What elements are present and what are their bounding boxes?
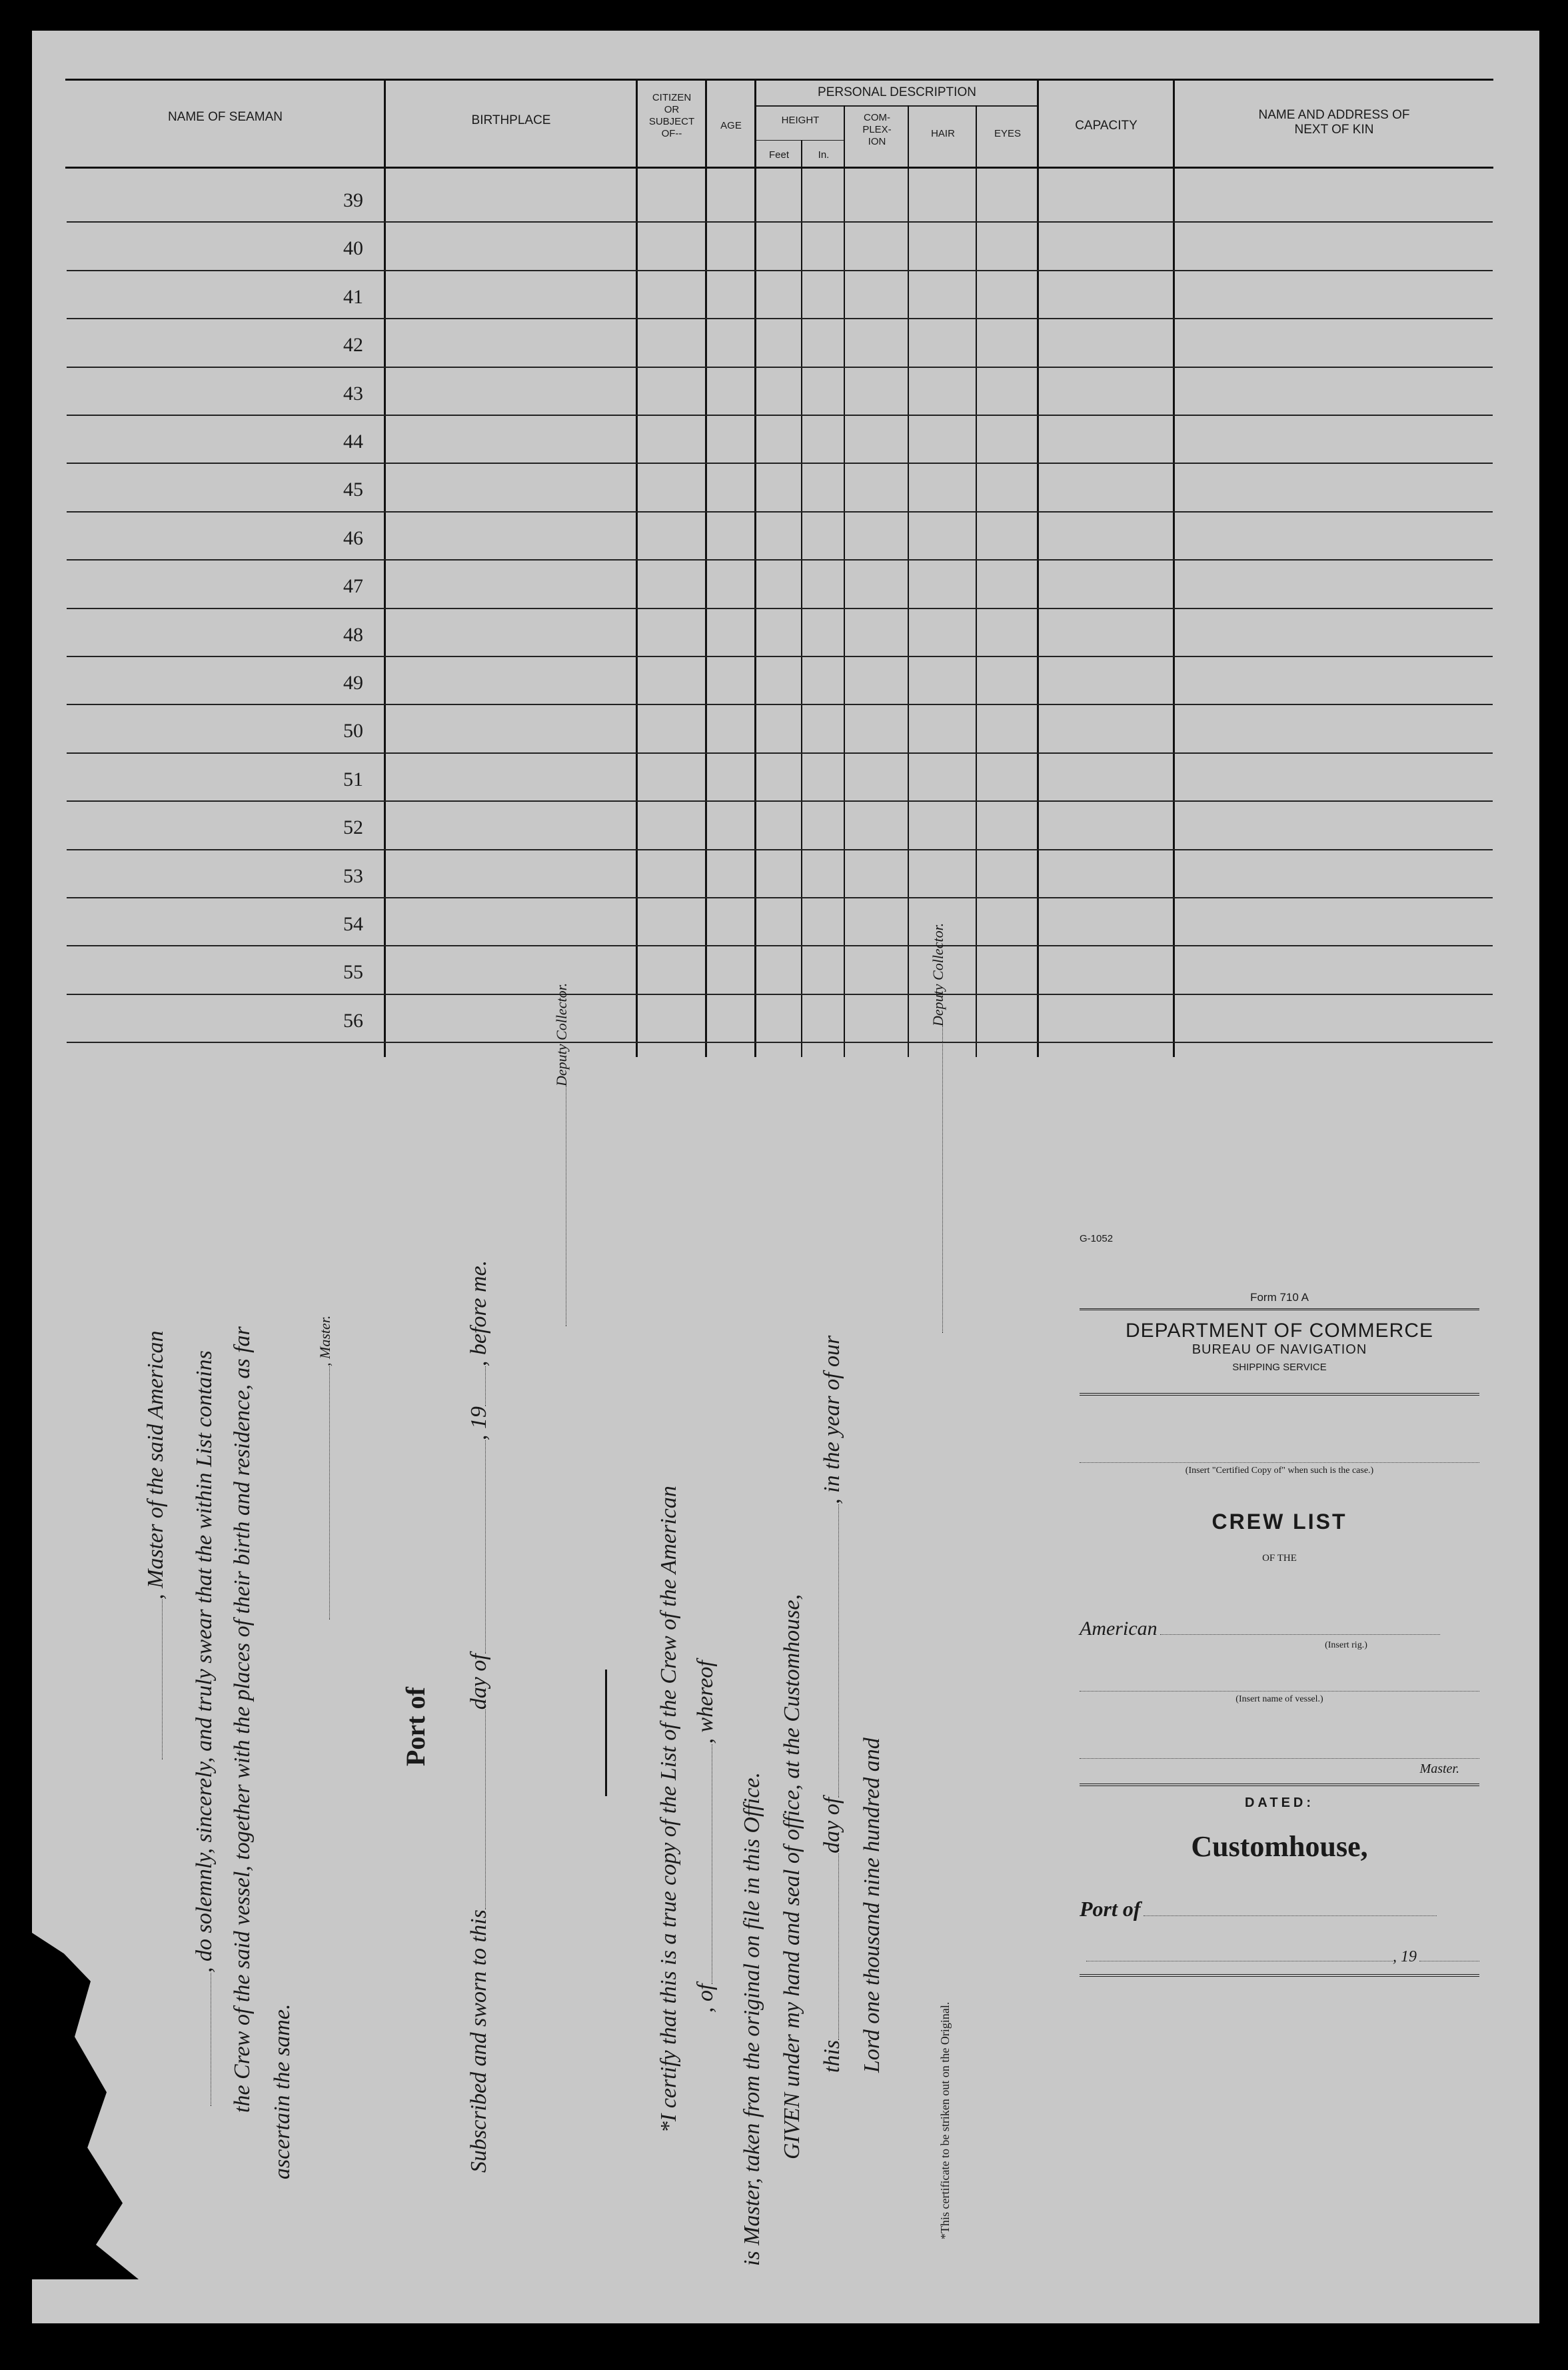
- header-name-of-seaman: NAME OF SEAMAN: [167, 110, 283, 124]
- certificate-of-whereof: [693, 1660, 718, 2013]
- header-capacity: CAPACITY: [1075, 119, 1138, 133]
- certificate-line-1-text: *I certify that this is a true copy of the List of the Crew of the American: [656, 1486, 681, 2133]
- cover-master: Master.: [1419, 1762, 1459, 1776]
- header-age: AGE: [720, 120, 742, 131]
- deputy-collector-2: [930, 923, 947, 1333]
- row-rule: [67, 559, 1493, 561]
- oath-master-text: , Master.: [317, 1315, 333, 1366]
- insert-certified-note: (Insert "Certified Copy of" when such is the case.): [1185, 1466, 1374, 1476]
- deputy-collector-1-text: Deputy Collector.: [553, 982, 570, 1086]
- row-number: 41: [343, 285, 363, 308]
- row-rule: [67, 608, 1493, 609]
- row-number: 56: [343, 1009, 363, 1032]
- header-hair: HAIR: [931, 128, 955, 139]
- american-line: [1080, 1618, 1479, 1640]
- dated-label: DATED:: [1244, 1795, 1315, 1810]
- header-complexion: [845, 112, 909, 148]
- row-rule: [67, 1042, 1493, 1043]
- oath-line-1: [143, 1330, 169, 1760]
- certificate-year: , in the year of our: [820, 1335, 844, 1504]
- of-the: OF THE: [1262, 1553, 1297, 1564]
- header-citizen: [637, 92, 706, 140]
- oath-master: [317, 1316, 334, 1620]
- header-height: HEIGHT: [781, 115, 820, 126]
- deputy-collector-2-text: Deputy Collector.: [930, 922, 946, 1026]
- certificate-this: this: [820, 2039, 844, 2073]
- header-complexion-l1: COM-: [864, 112, 890, 123]
- port-of-heading: Port of: [400, 1687, 430, 1766]
- subscribed-day-of: day of: [466, 1654, 491, 1710]
- row-rule: [67, 221, 1493, 223]
- bureau: BUREAU OF NAVIGATION: [1191, 1342, 1367, 1357]
- row-rule: [67, 994, 1493, 995]
- row-number: 55: [343, 961, 363, 984]
- certificate-whereof: , whereof: [693, 1660, 718, 1744]
- insert-rig: (Insert rig.): [1325, 1640, 1367, 1650]
- row-number: 49: [343, 672, 363, 694]
- row-rule: [67, 752, 1493, 754]
- row-number: 42: [343, 334, 363, 357]
- cover-port-of-label: Port of: [1080, 1897, 1141, 1921]
- header-next-of-kin-l2: NEXT OF KIN: [1294, 123, 1374, 137]
- insert-vessel-name: (Insert name of vessel.): [1235, 1694, 1323, 1704]
- certificate-line-1: [656, 1486, 682, 2133]
- row-number: 51: [343, 768, 363, 790]
- row-rule: [67, 945, 1493, 946]
- form-number: Form 710 A: [1250, 1291, 1309, 1304]
- oath-line-1-text: , Master of the said American: [143, 1330, 168, 1600]
- cover-port-of: [1080, 1897, 1479, 1921]
- oath-line-2: [192, 1350, 217, 2106]
- row-number: 48: [343, 623, 363, 646]
- row-number: 39: [343, 189, 363, 211]
- oath-line-4-text: ascertain the same.: [270, 2003, 295, 2179]
- certificate-line-5-text: Lord one thousand nine hundred and: [860, 1738, 884, 2073]
- row-number: 46: [343, 527, 363, 549]
- cover-year-line: [1080, 1948, 1479, 1966]
- row-number: 50: [343, 720, 363, 742]
- department: DEPARTMENT OF COMMERCE: [1125, 1320, 1434, 1342]
- row-rule: [67, 849, 1493, 850]
- header-complexion-l3: ION: [868, 136, 886, 147]
- row-rule: [67, 463, 1493, 464]
- subscribed-text: Subscribed and sworn to this: [466, 1909, 491, 2173]
- header-next-of-kin: [1174, 108, 1494, 137]
- header-eyes: EYES: [994, 128, 1022, 139]
- certificate-line-4: [820, 1336, 845, 2073]
- row-number: 45: [343, 479, 363, 501]
- certificate-of: , of: [693, 1983, 718, 2013]
- header-next-of-kin-l1: NAME AND ADDRESS OF: [1258, 108, 1410, 122]
- row-rule: [67, 704, 1493, 705]
- header-citizen-l1: CITIZEN: [652, 92, 692, 103]
- subscribed-before-me: , before me.: [466, 1260, 491, 1367]
- oath-line-2-text: , do solemnly, sincerely, and truly swear that the within List contains: [192, 1350, 217, 1973]
- row-rule: [67, 897, 1493, 898]
- row-number: 43: [343, 382, 363, 405]
- row-rule: [67, 318, 1493, 319]
- customhouse-title: Customhouse,: [1191, 1830, 1368, 1863]
- row-rule: [67, 800, 1493, 802]
- row-number: 53: [343, 864, 363, 887]
- row-number: 52: [343, 816, 363, 839]
- divider-rule: [605, 1670, 607, 1796]
- oath-line-3-text: the Crew of the said vessel, together with the places of their birth and residence, as far: [230, 1326, 255, 2113]
- header-citizen-l2: OR: [664, 104, 680, 115]
- certificate-line-5: [860, 1738, 885, 2073]
- row-number: 54: [343, 913, 363, 935]
- form-code: G-1052: [1080, 1233, 1114, 1244]
- row-number: 44: [343, 431, 363, 453]
- row-rule: [67, 511, 1493, 513]
- header-complexion-l2: PLEX-: [862, 124, 892, 135]
- certificate-line-3-text: GIVEN under my hand and seal of office, at the Customhouse,: [780, 1594, 804, 2159]
- oath-line-4: [270, 2004, 295, 2179]
- service: SHIPPING SERVICE: [1232, 1362, 1327, 1373]
- row-number: 47: [343, 575, 363, 598]
- row-number: 40: [343, 237, 363, 260]
- subscribed-19: , 19: [466, 1406, 491, 1441]
- row-rule: [67, 415, 1493, 416]
- oath-line-3: [230, 1326, 255, 2113]
- certificate-day-of: day of: [820, 1797, 844, 1853]
- certificate-line-3: [780, 1594, 805, 2159]
- header-citizen-l4: OF--: [661, 128, 682, 139]
- row-rule: [67, 270, 1493, 271]
- header-birthplace: BIRTHPLACE: [471, 113, 551, 127]
- row-rule: [67, 656, 1493, 657]
- certificate-line-2-text: is Master, taken from the original on file in this Office.: [740, 1772, 764, 2266]
- certificate-line-2: [740, 1772, 765, 2266]
- certificate-footnote: *This certificate to be striken out on the Original.: [938, 2001, 952, 2239]
- cover-panel: [1080, 1233, 1479, 1977]
- deputy-collector-1: [553, 983, 570, 1326]
- crew-list-title: CREW LIST: [1211, 1510, 1347, 1534]
- cover-19: , 19: [1393, 1948, 1417, 1965]
- row-rule: [67, 367, 1493, 368]
- subscribed-line: [466, 1260, 492, 2173]
- header-feet: Feet: [768, 149, 789, 161]
- american-label: American: [1080, 1618, 1158, 1640]
- header-citizen-l3: SUBJECT: [648, 116, 695, 127]
- header-personal-description: PERSONAL DESCRIPTION: [818, 85, 976, 99]
- header-inches: In.: [818, 149, 830, 161]
